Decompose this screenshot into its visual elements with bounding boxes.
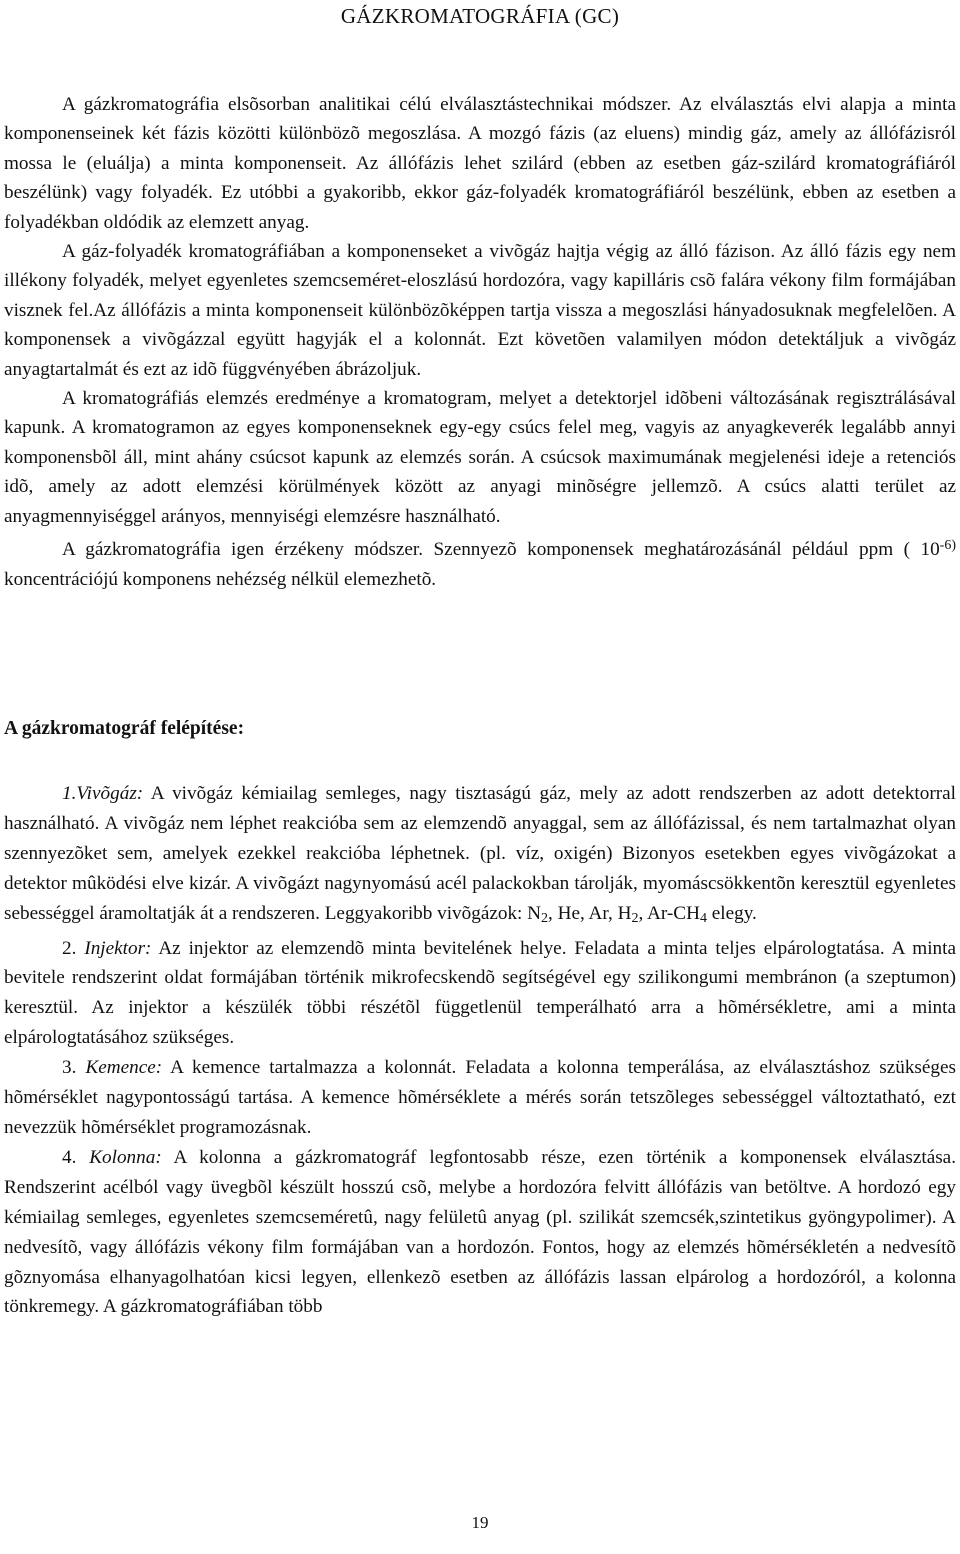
term-carrier-gas: 1.Vivõgáz:: [62, 783, 144, 804]
carrier-gas-text-2: , He, Ar, H: [548, 902, 632, 924]
oven-text: A kemence tartalmazza a kolonnát. Feladata a kolonna temperálása, az elválasztáshoz szükséges hõmérséklet nagypontosságú tartása. A kemence hõmérséklete a mérés során tetszõleges sebességgel változtatható, ezt nevezzük hõmérséklet programozásnak.: [4, 1057, 956, 1138]
paragraph-intro-3: A kromatográfiás elemzés eredménye a kromatogram, melyet a detektorjel idõbeni változásának regisztrálásával kapunk. A kromatogramon az egyes komponenseknek egy-egy csúcs felel meg, vagyis az anyagkeverék legalább annyi komponensbõl áll, mint ahány csúcsot kapunk az elemzés során. A csúcsok maximumának megjelenési ideje a retenciós idõ, amely az adott elemzési körülmények között az anyagi minõségre jellemzõ. A csúcs alatti terület az anyagmennyiséggel arányos, mennyiségi elemzésre használható.: [4, 388, 956, 527]
term-injector: Injektor:: [84, 937, 152, 959]
section-carrier-gas: [4, 779, 956, 934]
subscript-h2: 2: [631, 910, 639, 926]
column-number: 4.: [62, 1146, 90, 1168]
intro-text: [4, 90, 956, 594]
section-heading: A gázkromatográf felépítése:: [4, 718, 245, 739]
column-text: A kolonna a gázkromatográf legfontosabb része, ezen történik a komponensek elválasztása. Rendszerint acélból vagy üvegbõl készült hosszú csõ, melybe a hordozóra felvitt állófázis van betöltve. A hordozó egy kémiailag semleges, egyenletes szemcseméretû, nagy felületû anyag (pl. szilikát szemcsék,szintetikus gyöngypolimer). A nedvesítõ, vagy állófázis vékony film formájában van a hordozón. Fontos, hogy az elemzés hõmérsékletén a nedvesítõ gõznyomása elhanyagolhatóan kicsi legyen, ellenkezõ esetben az állófázis lassan elpárolog a hordozóról, a kolonna tönkremegy. A gázkromatográfiában több: [4, 1146, 956, 1318]
term-column: Kolonna:: [89, 1146, 162, 1168]
page-number: 19: [471, 1513, 489, 1532]
paragraph-intro-1: A gázkromatográfia elsõsorban analitikai célú elválasztástechnikai módszer. Az elválasztás elvi alapja a minta komponenseinek két fázis közötti különbözõ megoszlása. A mozgó fázis (az eluens) mindig gáz, amely az állófázisról mossa le (eluálja) a minta komponenseit. Az állófázis lehet szilárd (ebben az esetben gáz-szilárd kromatográfiáról beszélünk) vagy folyadék. Ez utóbbi a gyakoribb, ekkor gáz-folyadék kromatográfiáról beszélünk, ebben az esetben a folyadékban oldódik az elemzett anyag.: [4, 94, 956, 233]
section-injector: [4, 934, 956, 1054]
injector-text: Az injektor az elemzendõ minta bevitelének helye. Feladata a minta teljes elpárologtatása. A minta bevitele rendszerint oldat formájában történik mikrofecskendõ segítségével egy szilikongumi membránon (a szeptumon) keresztül. Az injektor a készülék többi részétõl függetlenül temperálható arra a hõmérsékletre, ami a minta elpárologtatásához szükséges.: [4, 937, 957, 1049]
section-oven: [4, 1053, 956, 1143]
subscript-n2: 2: [541, 910, 549, 926]
oven-number: 3.: [62, 1057, 86, 1079]
paragraph-intro-2: A gáz-folyadék kromatográfiában a komponenseket a vivõgáz hajtja végig az álló fázison. Az álló fázis egy nem illékony folyadék, melyet egyenletes szemcseméret-eloszlású hordozóra, vagy kapilláris csõ falára vékony film formájában visznek fel.Az állófázis a minta komponenseit különbözõképpen tartja vissza a megoszlási hányadosuknak megfelelõen. A komponensek a vivõgázzal együtt hagyják el a kolonnát. Ezt követõen valamilyen módon detektáljuk a vivõgáz anyagtartalmát és ezt az idõ függvényében ábrázoljuk.: [4, 241, 956, 380]
carrier-gas-text-end: elegy.: [706, 902, 757, 924]
ppm-text-before: A gázkromatográfia igen érzékeny módszer. Szennyezõ komponensek meghatározásánál például ppm ( 10: [62, 539, 940, 561]
paragraph-intro-4: [4, 531, 956, 594]
component-sections: [4, 779, 956, 1322]
section-column: [4, 1143, 956, 1322]
page-title: GÁZKROMATOGRÁFIA (GC): [340, 4, 620, 28]
term-oven: Kemence:: [85, 1057, 163, 1079]
injector-number: 2.: [62, 937, 85, 959]
ppm-exponent: -6): [939, 538, 956, 554]
subscript-ch4: 4: [699, 910, 707, 926]
ppm-text-after: koncentrációjú komponens nehézség nélkül elemezhetõ.: [4, 568, 437, 590]
carrier-gas-text: A vivõgáz kémiailag semleges, nagy tisztaságú gáz, mely az adott rendszerben az adott detektorral használható. A vivõgáz nem léphet reakcióba sem az elemzendõ anyaggal, sem az állófázissal, és nem tartalmazhat olyan szennyezõket sem, amelyek ezekkel reakcióba léphetnek. (pl. víz, oxigén) Bizonyos esetekben egyes vivõgázokat a detektor mûködési elve kizár. A vivõgázt nagynyomású acél palackokban tárolják, myomáscsökkentõn keresztül egyenletes sebességgel áramoltatják át a rendszeren. Leggyakoribb vivõgázok: N: [4, 783, 956, 924]
carrier-gas-text-3: , Ar-CH: [638, 902, 700, 924]
